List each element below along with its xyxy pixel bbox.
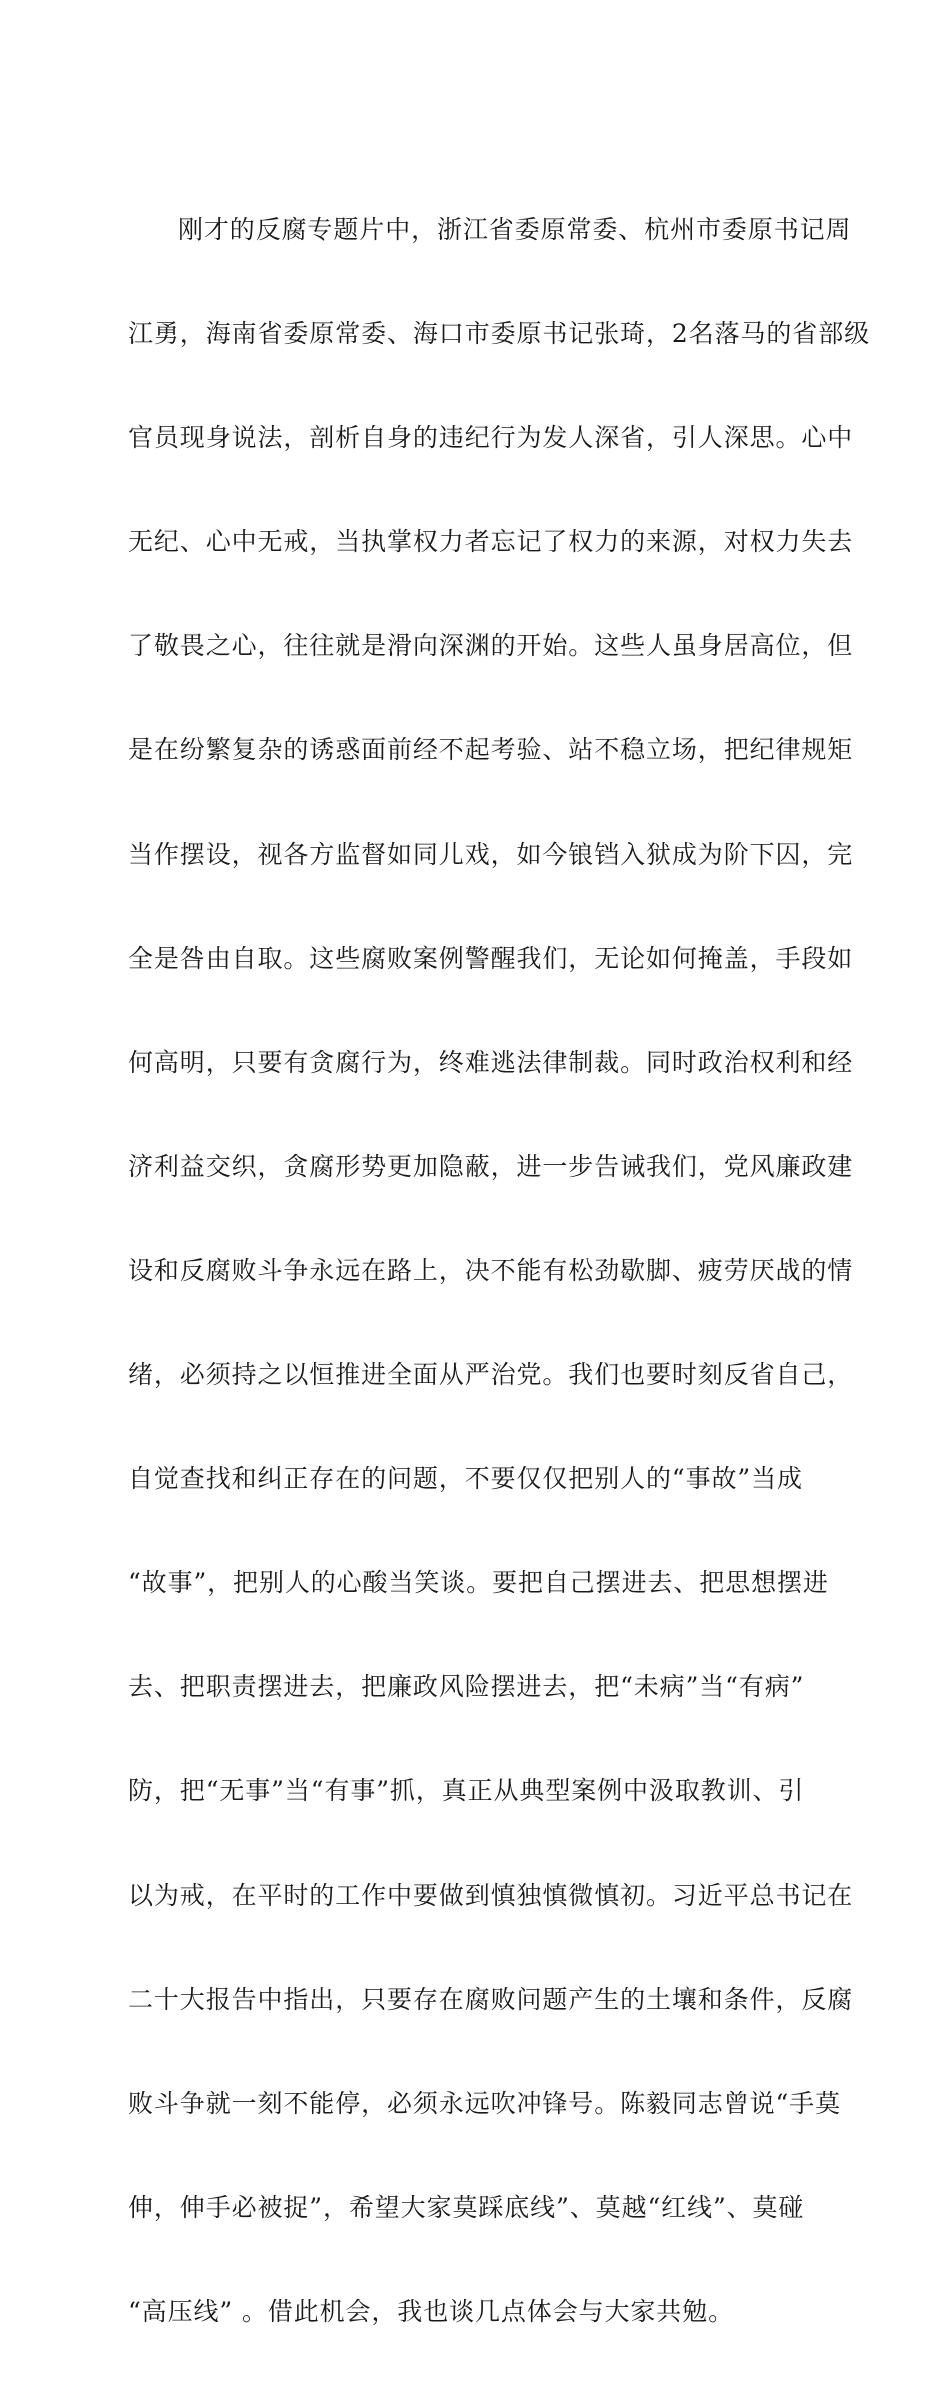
paragraph-line-7: 当作摆设，视各方监督如同儿戏，如今锒铛入狱成为阶下囚，完 (128, 839, 854, 869)
paragraph-line-17: 以为戒，在平时的工作中要做到慎独慎微慎初。习近平总书记在 (128, 1880, 854, 1910)
body-paragraph (128, 149, 871, 2393)
paragraph-line-6: 是在纷繁复杂的诱惑面前经不起考验、站不稳立场，把纪律规矩 (128, 735, 854, 765)
paragraph-line-13: 自觉查找和纠正存在的问题，不要仅仅把别人的“事故”当成 (128, 1464, 803, 1494)
paragraph-line-18: 二十大报告中指出，只要存在腐败问题产生的土壤和条件，反腐 (128, 1984, 854, 2014)
paragraph-line-11: 设和反腐败斗争永远在路上，决不能有松劲歇脚、疲劳厌战的情 (128, 1255, 854, 1285)
paragraph-line-5: 了敬畏之心，往往就是滑向深渊的开始。这些人虽身居高位，但 (128, 631, 854, 661)
paragraph-line-8: 全是咎由自取。这些腐败案例警醒我们，无论如何掩盖，手段如 (128, 943, 854, 973)
paragraph-line-10: 济利益交织，贪腐形势更加隐蔽，进一步告诫我们，党风廉政建 (128, 1151, 854, 1181)
paragraph-line-9: 何高明，只要有贪腐行为，终难逃法律制裁。同时政治权利和经 (128, 1047, 854, 1077)
paragraph-line-12: 绪，必须持之以恒推进全面从严治党。我们也要时刻反省自己， (128, 1360, 854, 1390)
paragraph-line-14: “故事”，把别人的心酸当笑谈。要把自己摆进去、把思想摆进 (128, 1568, 829, 1598)
paragraph-line-4: 无纪、心中无戒，当执掌权力者忘记了权力的来源，对权力失去 (128, 527, 854, 557)
paragraph-line-15: 去、把职责摆进去，把廉政风险摆进去，把“未病”当“有病” (128, 1672, 805, 1702)
paragraph-line-1: 刚才的反腐专题片中，浙江省委原常委、杭州市委原书记周 (178, 215, 852, 244)
paragraph-line-2: 江勇，海南省委原常委、海口市委原书记张琦，2名落马的省部级 (128, 319, 871, 349)
paragraph-line-21: “高压线” 。借此机会，我也谈几点体会与大家共勉。 (128, 2296, 735, 2326)
paragraph-line-3: 官员现身说法，剖析自身的违纪行为发人深省，引人深思。心中 (128, 423, 854, 453)
paragraph-line-16: 防，把“无事”当“有事”抓，真正从典型案例中汲取教训、引 (128, 1776, 805, 1806)
paragraph-line-20: 伸，伸手必被捉”，希望大家莫踩底线”、莫越“红线”、莫碰 (128, 2192, 805, 2222)
paragraph-line-19: 败斗争就一刻不能停，必须永远吹冲锋号。陈毅同志曾说“手莫 (128, 2088, 841, 2118)
